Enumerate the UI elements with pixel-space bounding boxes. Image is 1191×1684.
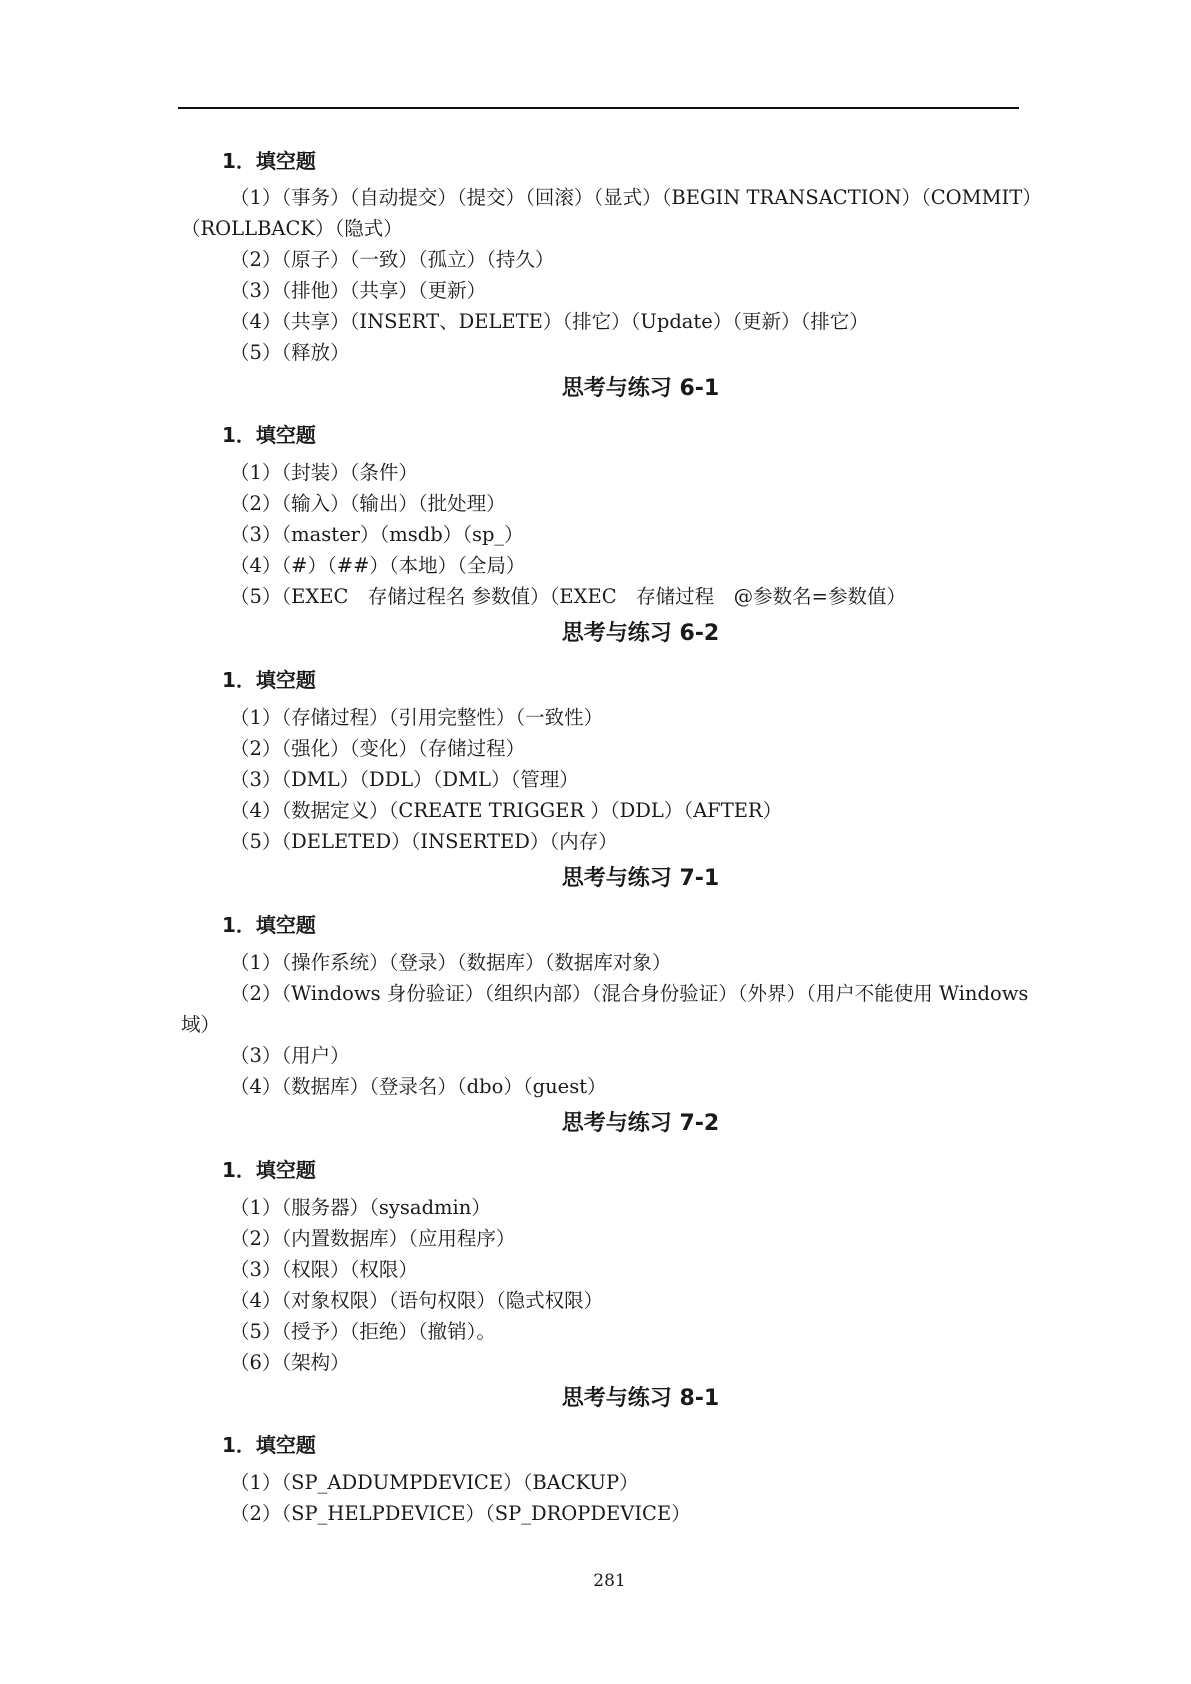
section-title: 思考与练习 7-1	[561, 866, 720, 891]
subheading-fill-in-blank: 1．填空题	[222, 913, 316, 937]
answer-line: （2）（输入）（输出）（批处理）	[230, 492, 506, 515]
section-title: 思考与练习 8-1	[561, 1386, 720, 1411]
answer-line: （4）（数据定义）（CREATE TRIGGER ）（DDL）（AFTER）	[230, 799, 783, 822]
answer-line: （2）（原子）（一致）（孤立）（持久）	[230, 248, 555, 271]
answer-line: （ROLLBACK）（隐式）	[181, 217, 403, 240]
subheading-fill-in-blank: 1．填空题	[222, 423, 316, 447]
section-title: 思考与练习 6-2	[561, 621, 720, 646]
subheading-fill-in-blank: 1．填空题	[222, 1433, 316, 1457]
answer-line: （6）（架构）	[230, 1351, 350, 1374]
subheading-fill-in-blank: 1．填空题	[222, 668, 316, 692]
answer-line: （5）（DELETED）（INSERTED）（内存）	[230, 830, 618, 853]
answer-line: （2）（SP_HELPDEVICE）（SP_DROPDEVICE）	[230, 1502, 691, 1525]
answer-line: （1）（操作系统）（登录）（数据库）（数据库对象）	[230, 951, 672, 974]
answer-line: （3）（权限）（权限）	[230, 1258, 418, 1281]
section-title: 思考与练习 7-2	[561, 1111, 720, 1136]
answer-line: （4）（数据库）（登录名）（dbo）（guest）	[230, 1075, 607, 1098]
answer-line: （5）（释放）	[230, 341, 350, 364]
answer-line: （1）（服务器）（sysadmin）	[230, 1196, 491, 1219]
subheading-fill-in-blank: 1．填空题	[222, 149, 316, 173]
header-rule	[178, 107, 1019, 109]
answer-line: （2）（内置数据库）（应用程序）	[230, 1227, 516, 1250]
answer-line: （2）（强化）（变化）（存储过程）	[230, 737, 526, 760]
answer-line: （1）（存储过程）（引用完整性）（一致性）	[230, 706, 604, 729]
answer-line: （1）（SP_ADDUMPDEVICE）（BACKUP）	[230, 1471, 639, 1494]
page-number: 281	[593, 1571, 626, 1591]
answer-line: （3）（排他）（共享）（更新）	[230, 279, 487, 302]
answer-line: （2）（Windows 身份验证）（组织内部）（混合身份验证）（外界）（用户不能使用 Windows	[230, 982, 1029, 1005]
answer-line: （4）（对象权限）（语句权限）（隐式权限）	[230, 1289, 604, 1312]
answer-line: （3）（DML）（DDL）（DML）（管理）	[230, 768, 579, 791]
answer-line: 域）	[181, 1013, 221, 1036]
section-title: 思考与练习 6-1	[561, 376, 720, 401]
answer-line: （4）（共享）（INSERT、DELETE）（排它）（Update）（更新）（排它）	[230, 310, 869, 333]
answer-line: （5）（EXEC 存储过程名 参数值）（EXEC 存储过程 @参数名=参数值）	[230, 585, 906, 608]
answer-line: （1）（封装）（条件）	[230, 461, 418, 484]
answer-line: （3）（master）（msdb）（sp_）	[230, 523, 524, 546]
answer-line: （4）（#）（##）（本地）（全局）	[230, 554, 526, 577]
answer-line: （1）（事务）（自动提交）（提交）（回滚）（显式）（BEGIN TRANSACTION）（COMMIT）	[230, 186, 1042, 209]
subheading-fill-in-blank: 1．填空题	[222, 1158, 316, 1182]
answer-line: （5）（授予）（拒绝）（撤销）。	[230, 1320, 496, 1343]
answer-line: （3）（用户）	[230, 1044, 350, 1067]
